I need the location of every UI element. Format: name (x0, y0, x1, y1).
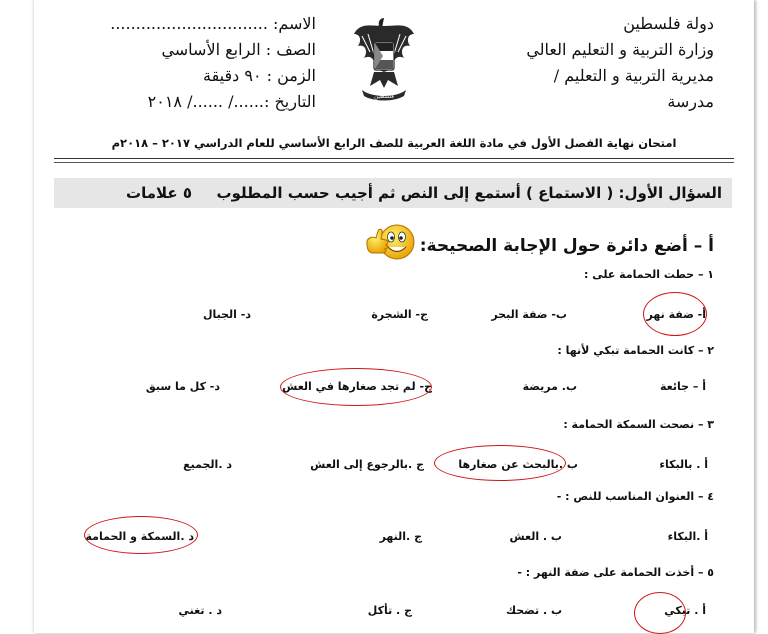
item-4-question: ٤ – العنوان المناسب للنص : - (556, 490, 714, 503)
item-1-option-b[interactable]: ب- ضفة البحر (491, 308, 567, 321)
header-school: مدرسة (667, 92, 714, 111)
item-2-option-d[interactable]: د- كل ما سبق (145, 380, 220, 393)
question-1-marks: ٥ علامات (126, 184, 193, 202)
header-date: التاريخ :....../ ....../ ٢٠١٨ (147, 92, 316, 111)
item-2-option-b[interactable]: ب. مريضة (522, 380, 577, 393)
exam-page (34, 0, 754, 633)
item-5-option-b[interactable]: ب . تضحك (505, 604, 562, 617)
item-3-option-a[interactable]: أ . بالبكاء (659, 458, 708, 471)
header-directorate: مديرية التربية و التعليم / (553, 66, 714, 85)
item-1-option-c[interactable]: ج- الشجرة (371, 308, 428, 321)
item-5-question: ٥ – أخذت الحمامة على ضفة النهر : - (517, 566, 714, 579)
header-grade: الصف : الرابع الأساسي (161, 40, 316, 59)
answer-circle (84, 516, 198, 554)
title-rule-top (54, 158, 734, 159)
item-4-option-d[interactable]: د .السمكة و الحمامة (85, 530, 194, 543)
item-4-option-c[interactable]: ج .النهر (379, 530, 422, 543)
item-1-question: ١ – حطت الحمامة على : (583, 268, 714, 281)
item-4-option-b[interactable]: ب . العش (509, 530, 562, 543)
item-3-option-d[interactable]: د .الجميع (183, 458, 232, 471)
item-2-option-c[interactable]: ج- لم تجد صغارها في العش (282, 380, 432, 393)
item-5-option-d[interactable]: د . تغني (178, 604, 222, 617)
item-3-question: ٣ – نصحت السمكة الحمامة : (563, 418, 714, 431)
emblem-caption: فلسطين (374, 94, 394, 100)
header-name-field: الاسم: ............................... (110, 14, 316, 33)
answer-circle (280, 368, 432, 406)
answer-circle (643, 292, 707, 336)
thumbs-up-smiley-icon (364, 222, 420, 262)
answer-circle (434, 445, 566, 481)
answer-circle (634, 592, 686, 634)
item-3-option-c[interactable]: ج .بالرجوع إلى العش (310, 458, 424, 471)
item-1-option-d[interactable]: د- الجبال (202, 308, 251, 321)
item-2-option-a[interactable]: أ – جائعة (660, 380, 706, 393)
item-3-option-b[interactable]: ب .بالبحث عن صغارها (458, 458, 578, 471)
question-1-title: السؤال الأول: ( الاستماع ) أستمع إلى النص ثم أجيب حسب المطلوب (216, 184, 722, 202)
title-rule-bottom (54, 162, 734, 163)
exam-title: امتحان نهاية الفصل الأول في مادة اللغة العربية للصف الرابع الأساسي للعام الدراسي ٢٠١٧ – ٢٠١٨م (111, 136, 677, 150)
header-country: دولة فلسطين (623, 14, 714, 33)
header-ministry: وزارة التربية و التعليم العالي (526, 40, 714, 59)
part-a-instruction: أ – أضع دائرة حول الإجابة الصحيحة: (419, 236, 714, 256)
item-1-option-a[interactable]: أ- ضفة نهر (646, 308, 706, 321)
palestine-eagle-emblem-icon (352, 12, 416, 104)
item-4-option-a[interactable]: أ .البكاء (667, 530, 708, 543)
item-5-option-c[interactable]: ج . تأكل (367, 604, 412, 617)
item-2-question: ٢ – كانت الحمامة تبكي لأنها : (557, 344, 714, 357)
item-5-option-a[interactable]: أ . تبكي (664, 604, 706, 617)
header-time: الزمن : ٩٠ دقيقة (202, 66, 316, 85)
